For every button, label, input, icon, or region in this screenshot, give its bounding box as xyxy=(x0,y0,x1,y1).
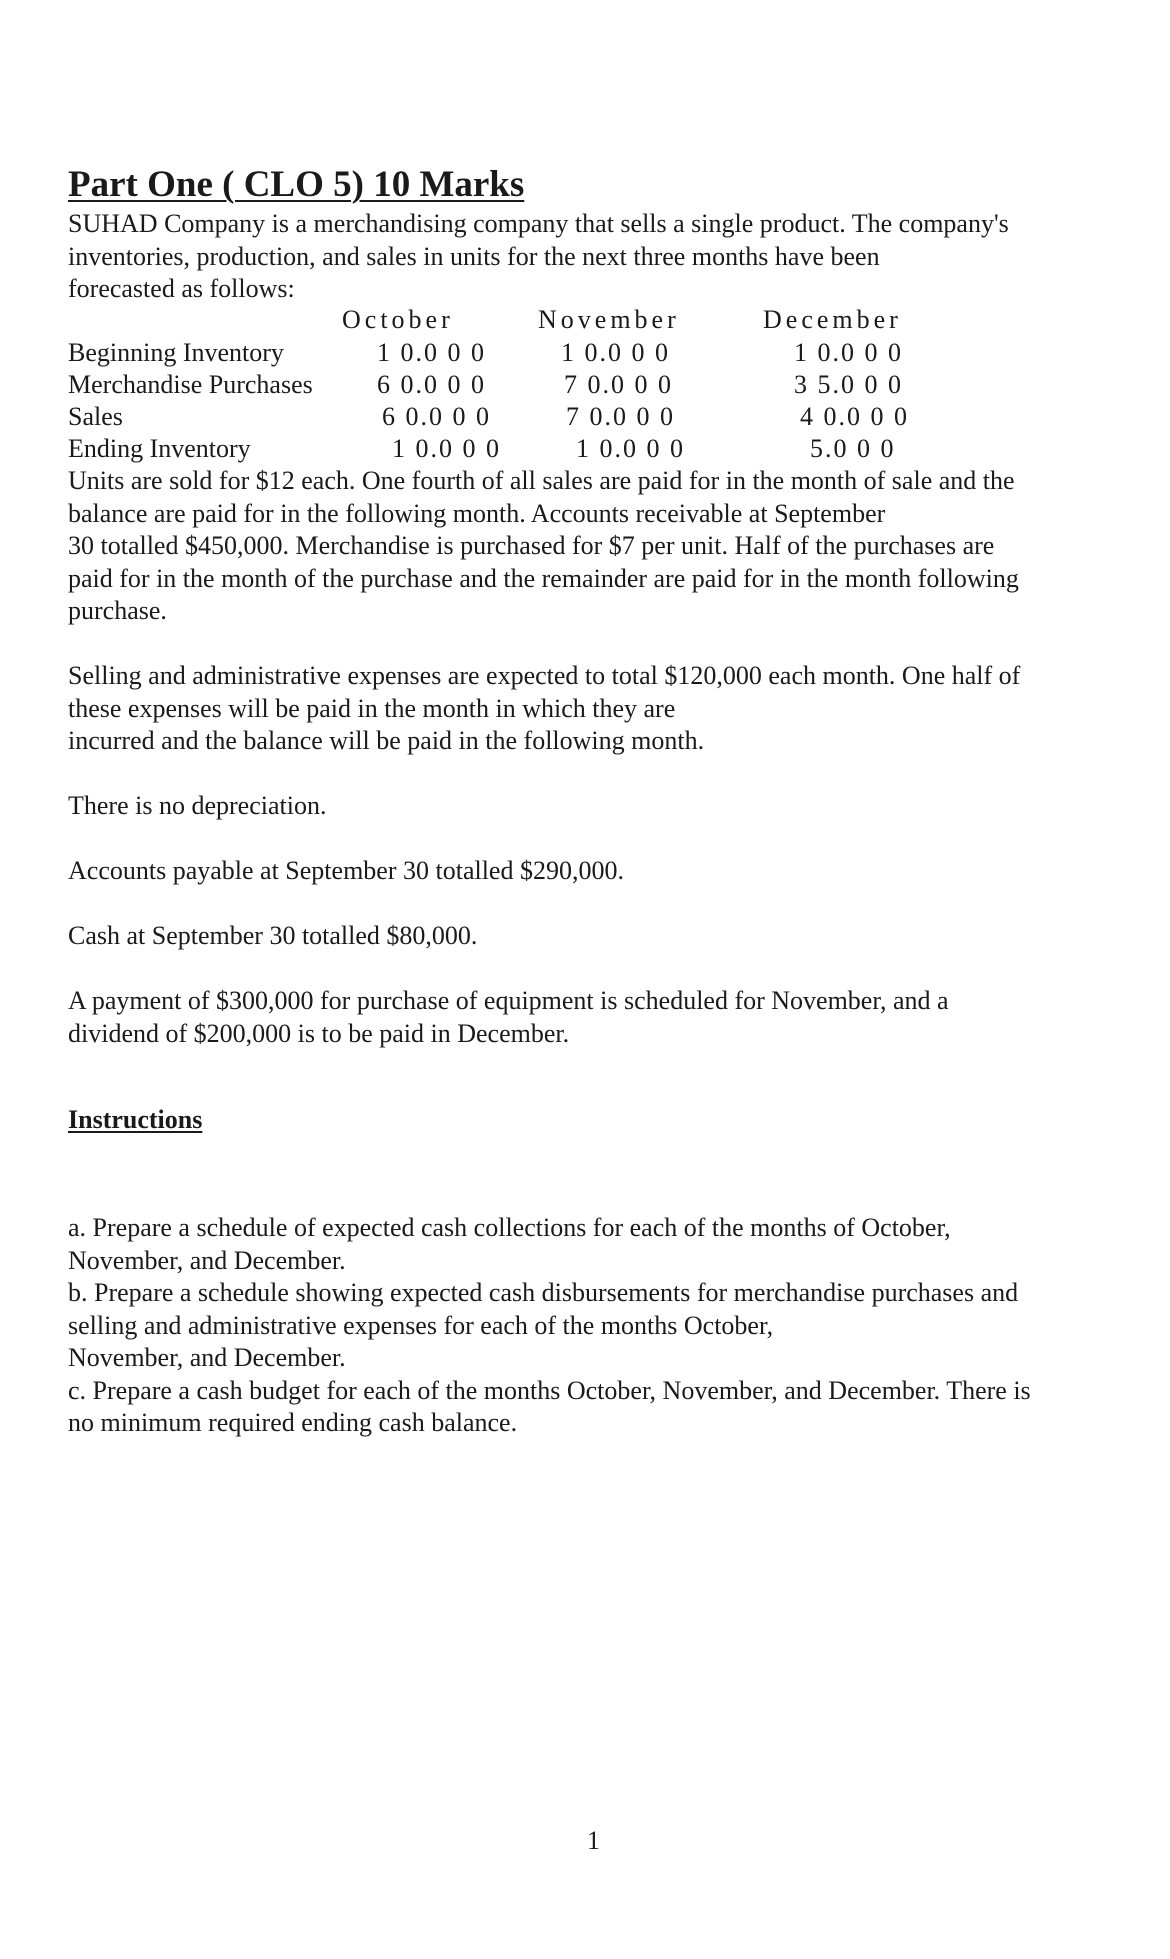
intro-paragraph xyxy=(68,208,1009,306)
payment-paragraph xyxy=(68,985,949,1050)
october-value: 6 0.0 0 0 xyxy=(382,402,491,431)
depreciation-note: There is no depreciation. xyxy=(68,791,327,820)
payment-line: A payment of $300,000 for purchase of equipment is scheduled for November, and a xyxy=(68,986,949,1015)
october-value: 6 0.0 0 0 xyxy=(377,370,486,399)
forecast-table-header xyxy=(68,304,1128,336)
october-value: 1 0.0 0 0 xyxy=(377,338,486,367)
instructions-heading: Instructions xyxy=(68,1105,203,1134)
table-row-beginning-inventory xyxy=(68,337,1128,369)
intro-line: inventories, production, and sales in units for the next three months have been xyxy=(68,241,880,271)
instruction-line: b. Prepare a schedule showing expected cash disbursements for merchandise purchases and xyxy=(68,1278,1019,1307)
page-title: Part One ( CLO 5) 10 Marks xyxy=(68,164,525,205)
expense-line: these expenses will be paid in the month in which they are xyxy=(68,693,676,723)
november-value: 7 0.0 0 0 xyxy=(566,402,675,431)
instruction-line: no minimum required ending cash balance. xyxy=(68,1408,518,1437)
instruction-line: selling and administrative expenses for each of the months October, xyxy=(68,1310,774,1340)
instruction-line: a. Prepare a schedule of expected cash collections for each of the months of October, xyxy=(68,1213,951,1242)
instruction-line: November, and December. xyxy=(68,1245,346,1275)
table-row-merchandise-purchases xyxy=(68,369,1128,401)
row-label: Beginning Inventory xyxy=(68,338,284,367)
intro-line: forecasted as follows: xyxy=(68,274,295,303)
header-october: October xyxy=(342,305,454,334)
table-row-ending-inventory xyxy=(68,433,1128,465)
november-value: 1 0.0 0 0 xyxy=(576,434,685,463)
intro-line: SUHAD Company is a merchandising company that sells a single product. The company's xyxy=(68,209,1009,238)
expense-line: Selling and administrative expenses are expected to total $120,000 each month. One half of xyxy=(68,661,1021,690)
instruction-line: November, and December. xyxy=(68,1343,346,1372)
table-row-sales xyxy=(68,401,1128,433)
expense-line: incurred and the balance will be paid in the following month. xyxy=(68,726,705,755)
accounts-payable-note: Accounts payable at September 30 totalled $290,000. xyxy=(68,856,624,885)
page-number: 1 xyxy=(587,1826,600,1855)
october-value: 1 0.0 0 0 xyxy=(392,434,501,463)
december-value: 5.0 0 0 xyxy=(810,434,896,463)
december-value: 1 0.0 0 0 xyxy=(794,338,903,367)
december-value: 4 0.0 0 0 xyxy=(800,402,909,431)
cash-note: Cash at September 30 totalled $80,000. xyxy=(68,921,478,950)
sales-line: 30 totalled $450,000. Merchandise is purchased for $7 per unit. Half of the purchases are xyxy=(68,531,995,560)
november-value: 7 0.0 0 0 xyxy=(564,370,673,399)
row-label: Merchandise Purchases xyxy=(68,370,313,399)
november-value: 1 0.0 0 0 xyxy=(561,338,670,367)
sales-paragraph xyxy=(68,465,1019,628)
row-label: Ending Inventory xyxy=(68,434,251,463)
instructions-list xyxy=(68,1212,1031,1440)
header-december: December xyxy=(763,305,902,334)
sales-line: paid for in the month of the purchase and the remainder are paid for in the month following xyxy=(68,563,1019,593)
sales-line: purchase. xyxy=(68,596,167,625)
instruction-line: c. Prepare a cash budget for each of the months October, November, and December. There is xyxy=(68,1375,1031,1405)
sales-line: balance are paid for in the following month. Accounts receivable at September xyxy=(68,498,886,528)
payment-line: dividend of $200,000 is to be paid in December. xyxy=(68,1018,570,1048)
sales-line: Units are sold for $12 each. One fourth of all sales are paid for in the month of sale and the xyxy=(68,466,1015,495)
expenses-paragraph xyxy=(68,660,1020,758)
december-value: 3 5.0 0 0 xyxy=(794,370,903,399)
row-label: Sales xyxy=(68,402,123,431)
header-november: November xyxy=(538,305,680,334)
